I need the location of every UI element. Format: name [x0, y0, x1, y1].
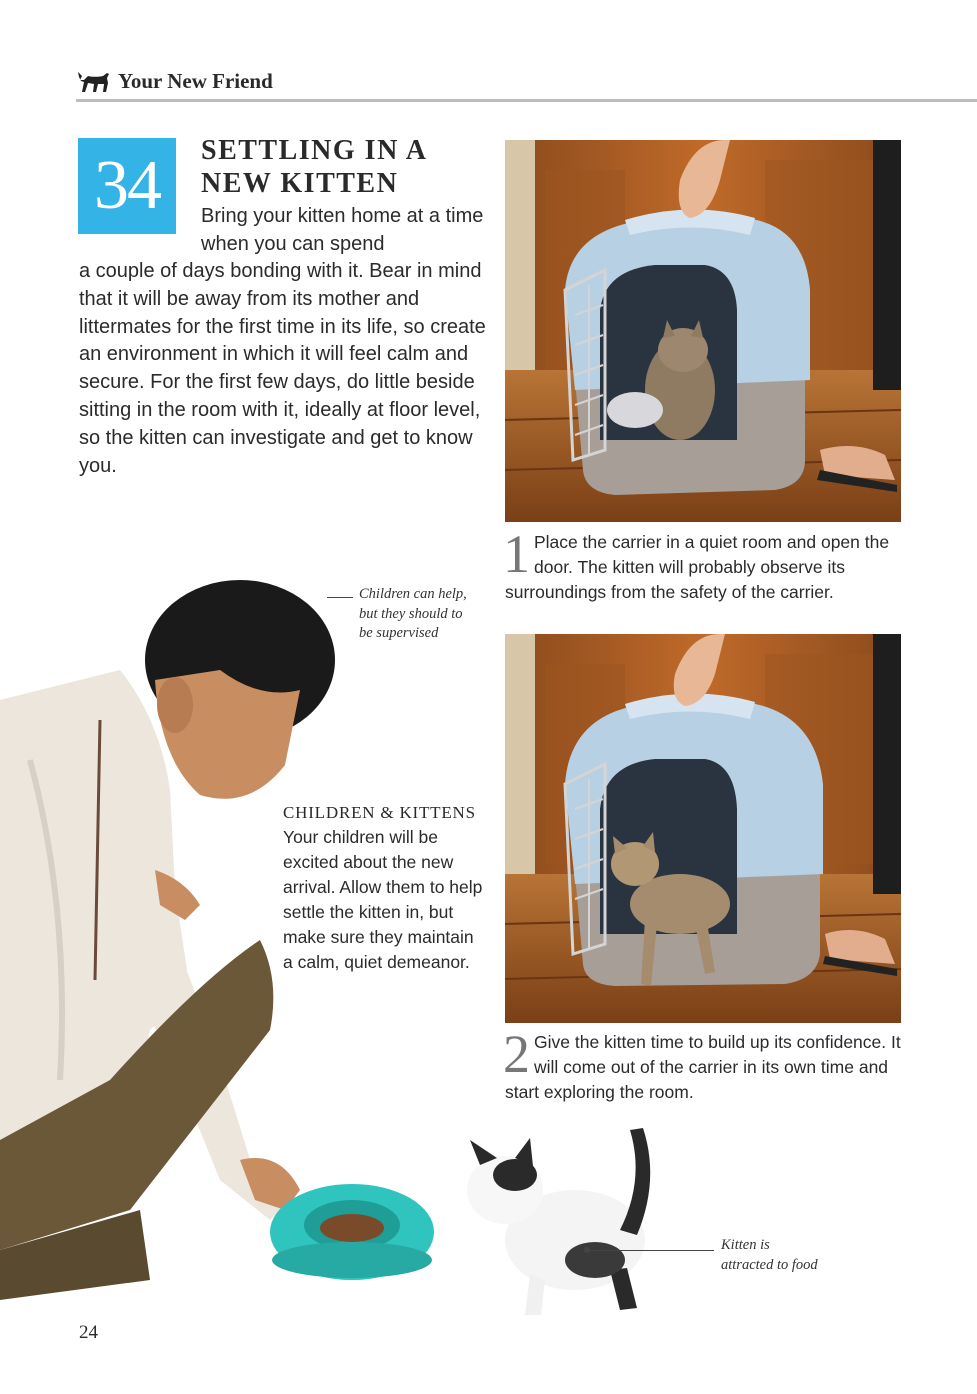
caption-leader-dot: [584, 1247, 590, 1253]
children-kittens-sidebar: [283, 802, 483, 975]
cat-icon: [76, 68, 112, 94]
intro-text-part2: a couple of days bonding with it. Bear in mind that it will be away from its mother and littermates for the first time in its life, so create an environment in which it will feel calm and secure. For the first few days, do little beside sitting in the room with it, ideally at floor level, so the kitten can investigate and get to know you.: [79, 260, 486, 477]
caption-children: Children can help, but they should to be supervised: [359, 586, 467, 641]
step-1-text: Place the carrier in a quiet room and open the door. The kitten will probably observe its surroundings from the safety of the carrier.: [505, 532, 890, 602]
sidebar-title: CHILDREN & KITTENS: [283, 803, 476, 822]
kitten-illustration: [445, 1120, 675, 1320]
sidebar-body: Your children will be excited about the new arrival. Allow them to help settle the kitten in, but make sure they maintain a calm, quiet demeanor.: [283, 827, 483, 972]
step-1: [503, 524, 905, 605]
step-2-number: 2: [503, 1024, 530, 1084]
caption-leader-line: [588, 1250, 714, 1251]
running-head: [76, 66, 273, 96]
step-1-number: 1: [503, 524, 530, 584]
section-title: Your New Friend: [118, 68, 273, 93]
tip-number-box: 34: [78, 138, 176, 234]
header-rule: [76, 99, 977, 102]
step-2: [503, 1024, 905, 1105]
caption-leader-line: [327, 597, 353, 598]
step-2-text: Give the kitten time to build up its confidence. It will come out of the carrier in its own time and start exploring the room.: [505, 1032, 901, 1102]
carrier-photo-1: [505, 140, 901, 522]
tip-heading: SETTLING IN A NEW KITTEN: [201, 135, 426, 199]
carrier-photo-2: [505, 634, 901, 1023]
page-number: 24: [79, 1322, 98, 1343]
intro-text-part1: Bring your kitten home at a time when you can spend: [201, 205, 484, 255]
caption-food: Kitten is attracted to food: [721, 1237, 818, 1273]
